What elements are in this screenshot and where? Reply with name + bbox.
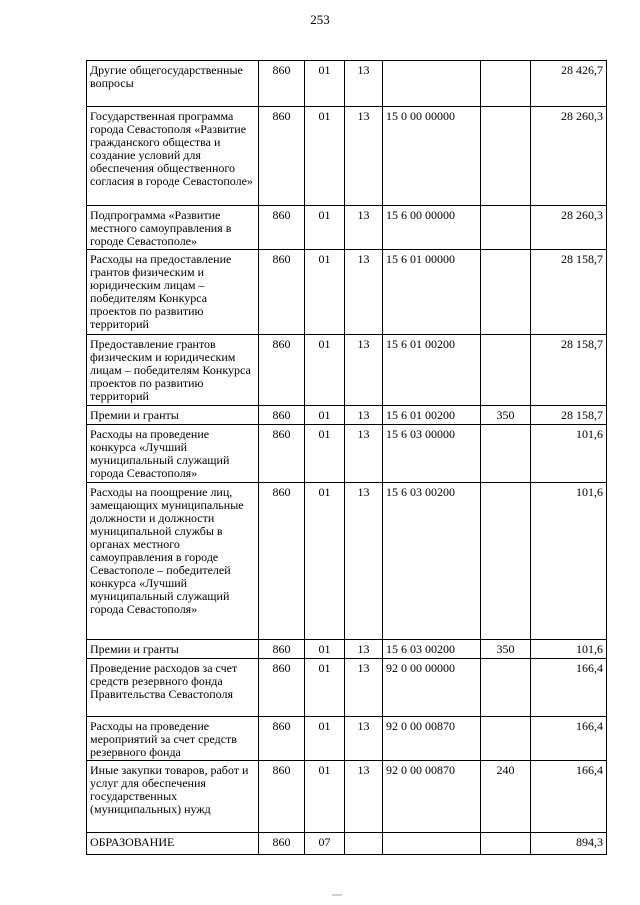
row-target: 15 6 00 00000 (383, 206, 481, 250)
table-row (87, 833, 607, 855)
row-subsection: 13 (345, 425, 383, 483)
budget-table (86, 60, 607, 855)
row-sum: 101,6 (531, 640, 607, 659)
table-row (87, 640, 607, 659)
row-sum: 894,3 (531, 833, 607, 855)
row-section: 01 (305, 761, 345, 833)
row-name: Расходы на проведение конкурса «Лучший муниципальный служащий города Севастополя» (87, 425, 259, 483)
row-target: 15 6 03 00200 (383, 640, 481, 659)
table-row (87, 107, 607, 206)
row-expense-type (481, 206, 531, 250)
row-code: 860 (259, 833, 305, 855)
table-row (87, 406, 607, 425)
row-code: 860 (259, 640, 305, 659)
row-target: 15 6 01 00200 (383, 406, 481, 425)
row-code: 860 (259, 335, 305, 406)
row-expense-type (481, 61, 531, 107)
row-subsection: 13 (345, 250, 383, 335)
row-code: 860 (259, 61, 305, 107)
row-section: 01 (305, 61, 345, 107)
row-sum: 28 426,7 (531, 61, 607, 107)
row-code: 860 (259, 107, 305, 206)
row-sum: 166,4 (531, 659, 607, 717)
row-expense-type (481, 483, 531, 640)
table-row (87, 761, 607, 833)
row-code: 860 (259, 250, 305, 335)
row-subsection: 13 (345, 483, 383, 640)
row-target: 92 0 00 00000 (383, 659, 481, 717)
row-name: Государственная программа города Севастополя «Развитие гражданского общества и создание условий для обеспечения общественного согласия в городе Севастополе» (87, 107, 259, 206)
row-section: 01 (305, 483, 345, 640)
row-sum: 28 158,7 (531, 250, 607, 335)
row-section: 01 (305, 335, 345, 406)
table-row (87, 717, 607, 761)
row-target: 15 0 00 00000 (383, 107, 481, 206)
row-section: 01 (305, 107, 345, 206)
row-expense-type (481, 717, 531, 761)
row-section: 01 (305, 425, 345, 483)
row-name: Другие общегосударственные вопросы (87, 61, 259, 107)
row-subsection: 13 (345, 206, 383, 250)
table-row (87, 61, 607, 107)
row-section: 01 (305, 206, 345, 250)
table-row (87, 483, 607, 640)
row-expense-type (481, 335, 531, 406)
row-subsection: 13 (345, 61, 383, 107)
row-code: 860 (259, 425, 305, 483)
row-name: Иные закупки товаров, работ и услуг для обеспечения государственных (муниципальных) нужд (87, 761, 259, 833)
row-section: 01 (305, 717, 345, 761)
row-sum: 101,6 (531, 425, 607, 483)
row-sum: 166,4 (531, 717, 607, 761)
row-section: 01 (305, 640, 345, 659)
row-name: Премии и гранты (87, 406, 259, 425)
row-sum: 101,6 (531, 483, 607, 640)
row-name: Расходы на проведение мероприятий за счет средств резервного фонда (87, 717, 259, 761)
row-expense-type: 350 (481, 640, 531, 659)
scan-mark (332, 894, 342, 896)
row-expense-type (481, 107, 531, 206)
row-sum: 28 158,7 (531, 335, 607, 406)
row-name: Проведение расходов за счет средств резервного фонда Правительства Севастополя (87, 659, 259, 717)
row-target: 15 6 03 00200 (383, 483, 481, 640)
row-name: ОБРАЗОВАНИЕ (87, 833, 259, 855)
row-target: 92 0 00 00870 (383, 717, 481, 761)
row-sum: 28 260,3 (531, 107, 607, 206)
row-code: 860 (259, 206, 305, 250)
table-row (87, 335, 607, 406)
row-code: 860 (259, 406, 305, 425)
table-row (87, 425, 607, 483)
row-subsection: 13 (345, 335, 383, 406)
row-name: Расходы на предоставление грантов физическим и юридическим лицам – победителям Конкурса проектов по развитию территорий (87, 250, 259, 335)
row-name: Премии и гранты (87, 640, 259, 659)
row-section: 01 (305, 250, 345, 335)
row-expense-type: 350 (481, 406, 531, 425)
row-subsection: 13 (345, 717, 383, 761)
row-name: Расходы на поощрение лиц, замещающих муниципальные должности и должности муниципальной службы в органах местного самоуправления в городе Севастополе – победителей конкурса «Лучший муниципальный служащий города Севастополя» (87, 483, 259, 640)
row-code: 860 (259, 761, 305, 833)
row-subsection (345, 833, 383, 855)
row-sum: 166,4 (531, 761, 607, 833)
page-number: 253 (310, 12, 330, 27)
row-name: Подпрограмма «Развитие местного самоуправления в городе Севастополе» (87, 206, 259, 250)
row-subsection: 13 (345, 761, 383, 833)
table-row (87, 659, 607, 717)
row-expense-type (481, 250, 531, 335)
row-subsection: 13 (345, 107, 383, 206)
row-section: 01 (305, 406, 345, 425)
row-section: 01 (305, 659, 345, 717)
row-code: 860 (259, 483, 305, 640)
row-target (383, 61, 481, 107)
row-target: 92 0 00 00870 (383, 761, 481, 833)
row-subsection: 13 (345, 640, 383, 659)
row-target: 15 6 01 00000 (383, 250, 481, 335)
row-expense-type: 240 (481, 761, 531, 833)
row-subsection: 13 (345, 659, 383, 717)
row-target: 15 6 03 00000 (383, 425, 481, 483)
row-section: 07 (305, 833, 345, 855)
row-expense-type (481, 659, 531, 717)
table-row (87, 250, 607, 335)
row-target (383, 833, 481, 855)
table-row (87, 206, 607, 250)
row-expense-type (481, 833, 531, 855)
row-sum: 28 158,7 (531, 406, 607, 425)
row-subsection: 13 (345, 406, 383, 425)
row-code: 860 (259, 659, 305, 717)
row-name: Предоставление грантов физическим и юридическим лицам – победителям Конкурса проектов по развитию территорий (87, 335, 259, 406)
row-sum: 28 260,3 (531, 206, 607, 250)
row-target: 15 6 01 00200 (383, 335, 481, 406)
row-expense-type (481, 425, 531, 483)
row-code: 860 (259, 717, 305, 761)
